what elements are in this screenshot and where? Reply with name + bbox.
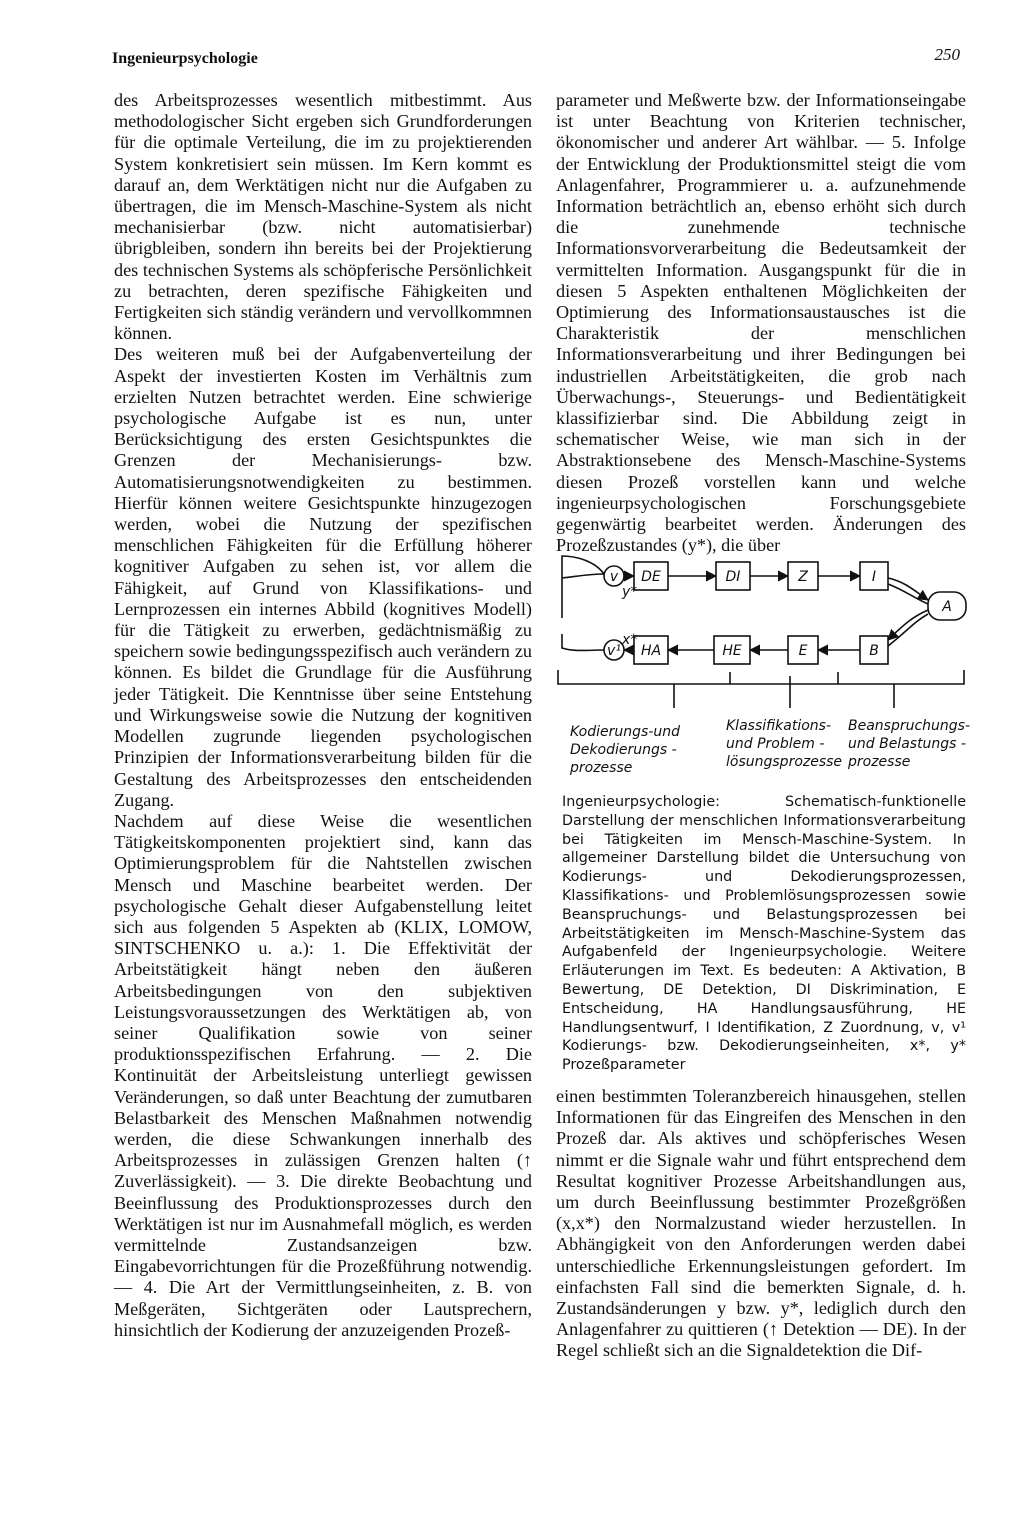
- circle-bottom-label: v¹: [607, 643, 621, 659]
- group-label-coding: Dekodierungs -: [570, 742, 677, 758]
- right-column-top: [556, 90, 966, 556]
- param-bottom-label: x*: [622, 632, 638, 648]
- param-top-label: y*: [622, 584, 638, 600]
- schematic-diagram: [554, 548, 974, 788]
- group-label-coding: Kodierungs-und: [570, 724, 681, 740]
- group-label-strain: Beanspruchungs-: [848, 718, 971, 734]
- group-label-classification: und Problem -: [726, 736, 825, 752]
- left-column: [114, 90, 532, 1341]
- page-number: 250: [934, 45, 960, 64]
- block-de-label: DE: [641, 569, 661, 585]
- bottom-loop-line: [562, 634, 604, 651]
- group-label-strain: und Belastungs -: [848, 736, 966, 752]
- group-label-strain: prozesse: [848, 754, 911, 770]
- group-label-classification: lösungsprozesse: [726, 754, 843, 770]
- block-i-label: I: [871, 569, 877, 585]
- running-head: Ingenieurpsychologie: [112, 50, 258, 67]
- block-z-label: Z: [798, 569, 808, 585]
- block-e-label: E: [798, 643, 808, 659]
- caption-text: Ingenieurpsychologie: Schematisch-funktionelle Darstellung der menschlichen Informationsverarbeitung bei Tätigkeiten im Mensch-Maschine-System. In allgemeiner Darstellung bildet die Untersuchung von Kodierungs- und Dekodierungsprozessen, Klassifikations- und Problemlösungsprozessen sowie Beanspruchungs- und Belastungsprozessen bei Arbeitstätigkeiten im Mensch-Maschine-System das Aufgabenfeld der Ingenieurpsychologie. Weitere Erläuterungen im Text. Es bedeuten: A Aktivation, B Bewertung, DE Detektion, DI Diskrimination, E Entscheidung, HA Handlungsausführung, HE Handlungsentwurf, I Identifikation, Z Zuordnung, v, v¹ Kodierungs- bzw. Dekodierungseinheiten, x*, y* Prozeßparameter: [562, 794, 966, 1074]
- paragraph: Nachdem auf diese Weise die wesentlichen Tätigkeitskomponenten projektiert sind, kann das Optimierungsproblem für die Nahtstellen zwischen Mensch und Maschine bearbeitet werden. Der psychologische Gehalt dieser Aufgabenstellung leitet sich aus folgenden 5 Aspekten ab (KLIX, LOMOW, SINTSCHENKO u. a.): 1. Die Effektivität der Arbeitstätigkeit hängt neben den äußeren Arbeitsbedingungen von den subjektiven Leistungsvoraussetzungen des Werktätigen ab, von seiner Qualifikation sowie von seiner produktionsspezifischen Erfahrung. — 2. Die Kontinuität der Arbeitsleistung unterliegt gewissen Veränderungen, so daß unter Beachtung der zumutbaren Belastbarkeit des Menschen Maßnahmen notwendig werden, die diese Schwankungen innerhalb des Arbeitsprozesses in zulässigen Grenzen halten (↑ Zuverlässigkeit). — 3. Die direkte Beobachtung und Beeinflussung des Produktionsprozesses durch den Werktätigen ist nur im Ausnahmefall möglich, es werden vermittelnde Zustandsanzeigen bzw. Eingabevorrichtungen für die Prozeßführung notwendig. — 4. Die Art der Vermittlungseinheiten, z. B. von Meßgeräten, Sichtgeräten oder Lautsprechern, hinsichtlich der Kodierung der anzuzeigenden Prozeß-: [114, 810, 532, 1340]
- block-di-label: DI: [725, 569, 741, 585]
- paragraph: des Arbeitsprozesses wesentlich mitbestimmt. Aus methodologischer Sicht ergeben sich Grundforderungen für die optimale Verteilung, die im zu projektierenden System konkretisiert sein müssen. Im Kern kommt es darauf an, dem Werktätigen nicht nur die Aufgaben zu übertragen, die im Mensch-Maschine-System als nicht mechanisierbar (bzw. nicht automatisierbar) übrigbleiben, sondern ihn bereits bei der Projektierung des technischen Systems als schöpferische Persönlichkeit zu betrachten, deren spezifische Fähigkeiten und Fertigkeiten sich ständig verändern und vervollkommnen können.: [114, 90, 532, 344]
- paragraph: parameter und Meßwerte bzw. der Informationseingabe ist unter Beachtung von Kriterien technischer, ökonomischer und anderer Art wählbar. — 5. Infolge der Entwicklung der Produktionsmittel steigt die vom Anlagenfahrer, Programmierer u. a. aufzunehmende Information beträchtlich an, ebenso erhöht sich durch die zunehmende technische Informationsvorverarbeitung die Bedeutsamkeit der vermittelten Information. Ausgangspunkt für die in diesen 5 Aspekten enthaltenen Möglichkeiten der Optimierung des Informationsaustausches ist die Charakteristik der menschlichen Informationsverarbeitung und ihrer Bedingungen bei industriellen Arbeitstätigkeiten, die grob nach Überwachungs-, Steuerungs- und Bedientätigkeit klassifizierbar sind. Die Abbildung zeigt in schematischer Weise, wie man sich in der Abstraktionsebene des Mensch-Maschine-Systems diesen Prozeß vorstellen kann und welche ingenieurpsychologischen Forschungsgebiete gegenwärtig bearbeitet werden. Änderungen des Prozeßzustandes (y*), die über: [556, 90, 966, 556]
- figure-caption: [562, 793, 966, 1075]
- top-input-line: [562, 574, 604, 578]
- schematic-figure: [554, 548, 974, 788]
- block-ha-label: HA: [640, 643, 662, 659]
- grouping-bracket: [558, 670, 964, 684]
- group-label-coding: prozesse: [570, 760, 633, 776]
- paragraph: einen bestimmten Toleranzbereich hinausgehen, stellen Informationen für das Eingreifen des Menschen in den Prozeß dar. Als aktives und schöpferisches Wesen nimmt er die Signale wahr und führt entsprechend dem Resultat kognitiver Prozesse Arbeitshandlungen aus, um durch Beeinflussung bestimmter Prozeßgrößen (x,x*) den Normalzustand wieder herzustellen. In Abhängigkeit von den Anforderungen werden dabei unterschiedliche Erkennungsleistungen gefordert. Im einfachsten Fall sind die bemerkten Signale, d. h. Zustandsänderungen y bzw. y*, lediglich durch den Anlagenfahrer zu quittieren (↑ Detektion — DE). In der Regel schließt sich an die Signaldetektion die Dif-: [556, 1086, 966, 1361]
- top-loop-line: [562, 556, 604, 618]
- block-a-label: A: [942, 599, 952, 615]
- right-column-bottom: [556, 1086, 966, 1362]
- block-b-label: B: [869, 643, 879, 659]
- group-label-classification: Klassifikations-: [726, 718, 832, 734]
- paragraph: Des weiteren muß bei der Aufgabenverteilung der Aspekt der investierten Kosten im Verhältnis zum erzielten Nutzen betrachtet werden. Eine schwierige psychologische Aufgabe ist es nun, unter Berücksichtigung des ersten Gesichtspunktes die Grenzen der Mechanisierungs- bzw. Automatisierungsnotwendigkeiten zu bestimmen. Hierfür können weitere Gesichtspunkte hinzugezogen werden, wobei die Nutzung der spezifischen menschlichen Fähigkeiten für die Erfüllung höherer kognitiver Aufgaben zu sehen ist, vor allem die Fähigkeit, auf Grund von Klassifikations- und Lernprozessen ein internes Abbild (kognitives Modell) für die Tätigkeit zu erwerben, gedächtnismäßig zu speichern sowie bedingungsspezifisch auch verändern zu können. Es bildet die Grundlage für die Ausführung jeder Tätigkeit. Die Kenntnisse über seine Entstehung und Wirkungsweise sowie die Nutzung der kognitiven Modellen zugrunde liegenden psychologischen Prinzipien der Informationsverarbeitung bilden für die Gestaltung des Arbeitsprozesses den entscheidenden Zugang.: [114, 344, 532, 810]
- circle-top-label: v: [609, 569, 619, 585]
- block-he-label: HE: [722, 643, 742, 659]
